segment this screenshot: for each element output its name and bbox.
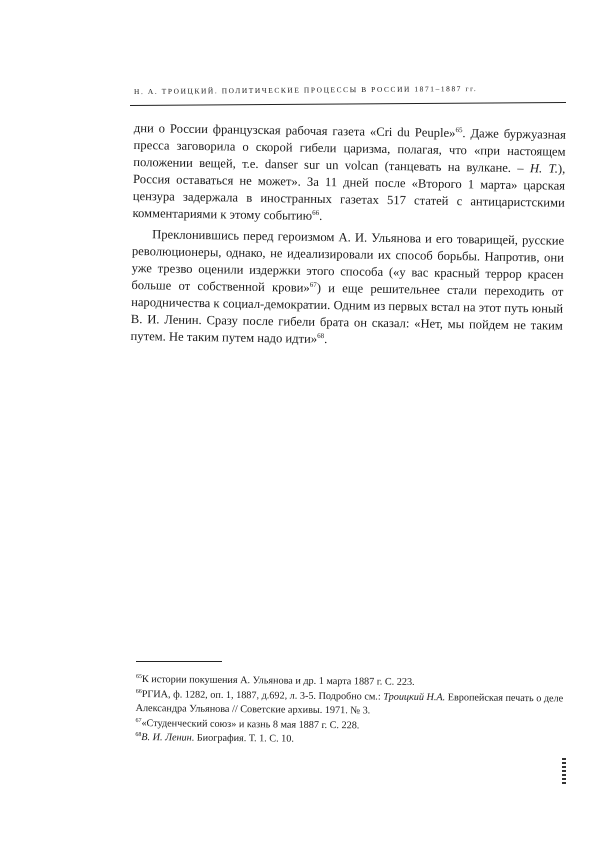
footnote-ref-65[interactable]: 65 (455, 126, 463, 135)
p1-text-b: . Даже буржуазная пресса заговорила о скорой гибели царизма, полагая, что «при настоящем положении вещей, т.е. danser sur un volcan (танцевать на вулкане. – (133, 126, 566, 176)
p1-text-c: ), Россия оставаться не может». За 11 дней после «Второго 1 марта» царская цензура задержала в иностранных газетах 517 статей с антицаристскими комментариями к этому событию (132, 161, 566, 224)
header-rule (130, 102, 566, 106)
footnote-number: 67 (135, 717, 142, 724)
footnote-author: Троицкий Н.А. (383, 691, 446, 703)
footnote-ref-67[interactable]: 67 (309, 280, 317, 289)
footnote-text: «Студенческий союз» и казнь 8 мая 1887 г. С. 228. (141, 717, 360, 732)
paragraph-1 (132, 120, 566, 229)
footnote-number: 66 (135, 688, 142, 695)
footnote-number: 68 (135, 732, 142, 739)
page-edge-mark (562, 758, 566, 784)
footnote-ref-68[interactable]: 68 (317, 332, 325, 341)
p2-text-c: . (324, 332, 328, 347)
main-text (130, 120, 565, 352)
footnote-text: . Биография. Т. 1. С. 10. (191, 732, 294, 746)
footnote-text: РГИА, ф. 1282, оп. 1, 1887, д.692, л. 3-5. Подробно см.: (141, 688, 384, 703)
footnote-66 (136, 688, 566, 722)
footnote-text: Европейская печать о деле Александра Ульянова // Советские архивы. 1971. № 3. (135, 691, 564, 717)
author-initials: Н. Т. (529, 161, 559, 176)
footnote-text: К истории покушения А. Ульянова и др. 1 марта 1887 г. С. 223. (141, 674, 415, 688)
footnote-author: В. И. Ленин (141, 732, 192, 744)
footnote-68 (135, 731, 565, 750)
running-head: Н. А. ТРОИЦКИЙ. ПОЛИТИЧЕСКИЕ ПРОЦЕССЫ В РОССИИ 1871–1887 гг. (134, 84, 478, 96)
footnotes (135, 673, 566, 750)
p1-text-d: . (319, 209, 323, 224)
footnote-ref-66[interactable]: 66 (312, 209, 320, 218)
p2-text-a: Преклонившись перед героизмом А. И. Ульянова и его товарищей, русские революционеры, однако, не идеализировали их способ борьбы. Напротив, они уже трезво оценили издержки этого способа («у вас красный террор красен больше от собственной крови» (131, 226, 565, 295)
paragraph-2 (130, 226, 564, 352)
footnote-separator (136, 661, 222, 662)
footnote-number: 65 (135, 673, 142, 681)
p2-text-b: ) и еще решительнее стали переходить от народничества к социал-демократии. Одним из первых встал на этот путь юный В. И. Ленин. Сразу после гибели брата он сказал: «Нет, мы пойдем не таким путем. Не таким путем надо идти» (130, 280, 564, 347)
p1-text-a: дни о России французская рабочая газета «Cri du Peuple» (133, 120, 456, 141)
